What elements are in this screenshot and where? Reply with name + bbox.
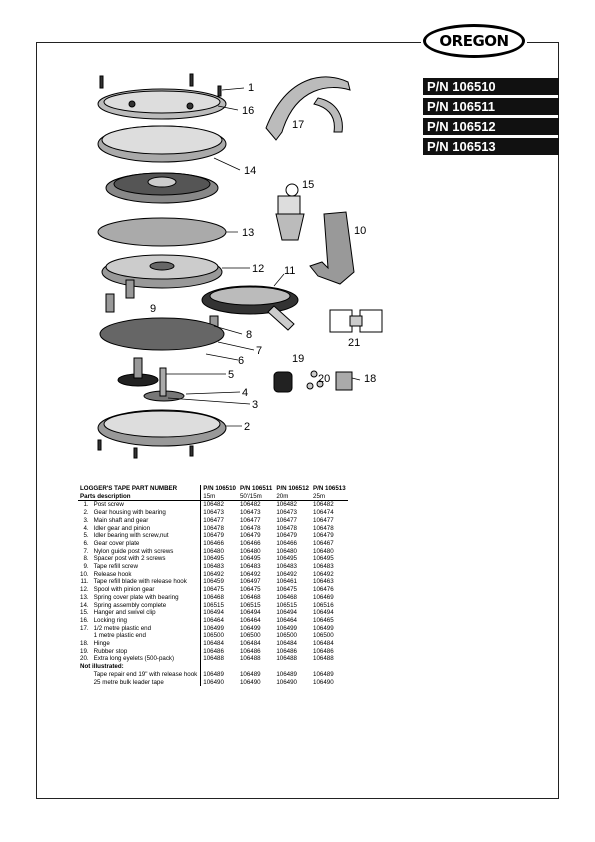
part-code: 106479 xyxy=(276,532,297,540)
part-code: 106490 xyxy=(276,678,297,686)
callout-label: 5 xyxy=(228,369,235,381)
table-row xyxy=(78,571,348,579)
callout-label: 18 xyxy=(364,373,377,385)
part-code: 106486 xyxy=(313,647,334,655)
callout-label: 21 xyxy=(348,337,361,349)
part-code: 106484 xyxy=(203,640,224,648)
part-number-index xyxy=(78,679,92,687)
part-description: Idler bearing with screw,nut xyxy=(92,532,201,540)
part-code: 106492 xyxy=(276,570,297,578)
part-code: 106486 xyxy=(203,647,224,655)
part-number-index xyxy=(78,632,92,640)
col-length-header: 15m xyxy=(201,493,238,501)
part-code: 106484 xyxy=(313,640,334,648)
table-row xyxy=(78,640,348,648)
part-code: 106489 xyxy=(203,670,224,678)
release-hook-part xyxy=(310,212,354,284)
spring-cover-part xyxy=(98,126,226,162)
part-number-index: 10. xyxy=(80,570,89,578)
part-number-index: 1. xyxy=(83,501,89,509)
col-length-header: 25m xyxy=(311,493,348,501)
part-code: 106492 xyxy=(239,570,261,578)
callout-label: 8 xyxy=(246,329,253,341)
part-number-index: 12. xyxy=(80,586,89,594)
part-code: 106488 xyxy=(239,655,261,663)
part-code: 106494 xyxy=(239,609,261,617)
empty-cell xyxy=(274,663,311,671)
part-code: 106468 xyxy=(239,593,261,601)
gear-cover-plate-part xyxy=(100,318,224,350)
part-code: 106483 xyxy=(203,563,224,571)
rubber-stop-part xyxy=(274,372,292,392)
part-code: 106488 xyxy=(276,655,297,663)
part-number-index: 15. xyxy=(80,609,89,617)
part-number-index: 18. xyxy=(80,640,89,648)
part-code: 106468 xyxy=(276,593,297,601)
callout-label: 10 xyxy=(354,225,367,237)
callout-label: 6 xyxy=(238,355,245,367)
part-description: Tape refill blade with release hook xyxy=(92,578,201,586)
parts-table-container xyxy=(78,485,346,686)
part-code: 106478 xyxy=(276,524,297,532)
part-code: 106469 xyxy=(313,593,334,601)
part-description: Spacer post with 2 screws xyxy=(92,555,201,563)
part-code: 106490 xyxy=(239,678,261,686)
part-code: 106478 xyxy=(313,524,334,532)
table-row xyxy=(78,578,348,586)
part-description: 1/2 metre plastic end xyxy=(92,625,201,633)
part-number-index: 19. xyxy=(80,647,89,655)
part-code: 106477 xyxy=(203,516,224,524)
part-code: 106515 xyxy=(276,601,297,609)
part-code: 106500 xyxy=(203,632,224,640)
part-description: Spring assembly complete xyxy=(92,602,201,610)
col-pn-header: P/N 106512 xyxy=(276,485,309,492)
part-code: 106495 xyxy=(276,555,297,563)
table-row xyxy=(78,602,348,610)
part-code: 106475 xyxy=(203,586,224,594)
part-code: 106495 xyxy=(239,555,261,563)
table-title: LOGGER'S TAPE PART NUMBER xyxy=(78,485,201,493)
part-code: 106489 xyxy=(239,670,261,678)
part-code: 106478 xyxy=(239,524,261,532)
table-row xyxy=(78,540,348,548)
part-code: 106500 xyxy=(276,632,297,640)
part-code: 106477 xyxy=(276,516,297,524)
part-code: 106499 xyxy=(203,624,224,632)
part-code: 106478 xyxy=(203,524,224,532)
part-code: 106482 xyxy=(239,501,261,509)
col-pn-header: P/N 106511 xyxy=(239,485,273,492)
part-code: 106488 xyxy=(203,655,224,663)
hanger-clip-part xyxy=(276,184,304,240)
part-description: Spool with pinion gear xyxy=(92,586,201,594)
part-code: 106499 xyxy=(276,624,297,632)
table-row xyxy=(78,532,348,540)
part-number-index: 2. xyxy=(83,509,89,517)
part-code: 106476 xyxy=(313,586,334,594)
part-code: 106515 xyxy=(203,601,224,609)
part-code: 106459 xyxy=(203,578,224,586)
part-code: 106488 xyxy=(313,655,334,663)
empty-cell xyxy=(201,663,238,671)
parts-table-body xyxy=(78,501,348,686)
part-code: 106473 xyxy=(239,509,261,517)
callout-label: 12 xyxy=(252,263,265,275)
eyelet-clip-part xyxy=(330,310,382,332)
callout-label: 4 xyxy=(242,387,249,399)
table-row xyxy=(78,517,348,525)
part-code: 106489 xyxy=(313,670,334,678)
part-code: 106479 xyxy=(313,532,334,540)
part-number-badge: P/N 106513 xyxy=(423,138,559,155)
part-description: Post screw xyxy=(92,501,201,509)
table-row xyxy=(78,625,348,633)
table-row xyxy=(78,509,348,517)
part-code: 106516 xyxy=(313,601,334,609)
part-code: 106465 xyxy=(313,616,334,624)
part-code: 106484 xyxy=(239,640,261,648)
part-code: 106499 xyxy=(239,624,261,632)
table-row xyxy=(78,671,348,679)
empty-cell xyxy=(238,663,274,671)
part-code: 106482 xyxy=(203,501,224,509)
part-number-list xyxy=(423,78,559,158)
locking-ring-part xyxy=(98,74,226,119)
table-row xyxy=(78,594,348,602)
part-description: Release hook xyxy=(92,571,201,579)
part-number-index: 9. xyxy=(83,563,89,571)
part-description: Gear housing with bearing xyxy=(92,509,201,517)
col-pn-header: P/N 106513 xyxy=(313,485,346,492)
part-code: 106480 xyxy=(276,547,297,555)
part-code: 106489 xyxy=(276,670,297,678)
part-number-index: 14. xyxy=(80,601,89,609)
part-code: 106473 xyxy=(203,509,224,517)
part-number-index: 6. xyxy=(83,539,89,547)
part-code: 106475 xyxy=(276,586,297,594)
part-number-index: 11. xyxy=(80,578,89,586)
col-length-header: 50'/15m xyxy=(238,493,274,501)
table-row xyxy=(78,617,348,625)
part-description: Idler gear and pinion xyxy=(92,525,201,533)
part-code: 106466 xyxy=(203,539,224,547)
part-code: 106473 xyxy=(276,509,297,517)
part-number-index xyxy=(78,671,92,679)
part-description: Extra long eyelets (500-pack) xyxy=(92,655,201,663)
part-description: Hinge xyxy=(92,640,201,648)
spring-plate-part xyxy=(98,218,226,246)
table-row xyxy=(78,655,348,663)
gear-housing-part xyxy=(98,410,226,458)
part-code: 106461 xyxy=(276,578,297,586)
callout-label: 2 xyxy=(244,421,251,433)
not-illustrated-label: Not illustrated: xyxy=(78,663,201,671)
parts-table xyxy=(78,485,348,686)
part-code: 106483 xyxy=(313,563,334,571)
part-number-badge: P/N 106511 xyxy=(423,98,559,115)
callout-label: 3 xyxy=(252,399,259,411)
part-code: 106482 xyxy=(313,501,334,509)
part-code: 106479 xyxy=(203,532,224,540)
part-description: Tape repair end 19" with release hook xyxy=(92,671,201,679)
part-code: 106515 xyxy=(239,601,261,609)
part-code: 106483 xyxy=(276,563,297,571)
callout-label: 20 xyxy=(318,373,331,385)
part-code: 106494 xyxy=(276,609,297,617)
part-code: 106464 xyxy=(239,616,261,624)
part-code: 106486 xyxy=(276,647,297,655)
part-code: 106464 xyxy=(276,616,297,624)
empty-cell xyxy=(311,663,348,671)
part-number-index: 3. xyxy=(83,516,89,524)
part-description: Tape refill screw xyxy=(92,563,201,571)
part-code: 106490 xyxy=(203,678,224,686)
part-code: 106492 xyxy=(313,570,334,578)
callout-label: 1 xyxy=(248,82,255,94)
part-number-index: 7. xyxy=(83,547,89,555)
callout-label: 7 xyxy=(256,345,263,357)
part-code: 106494 xyxy=(313,609,334,617)
table-row xyxy=(78,632,348,640)
table-row xyxy=(78,679,348,687)
part-code: 106474 xyxy=(313,509,334,517)
part-code: 106480 xyxy=(239,547,261,555)
part-number-index: 5. xyxy=(83,532,89,540)
callout-label: 19 xyxy=(292,353,305,365)
callout-label: 13 xyxy=(242,227,255,239)
table-row xyxy=(78,563,348,571)
part-code: 106477 xyxy=(313,516,334,524)
part-code: 106495 xyxy=(313,555,334,563)
oregon-logo xyxy=(421,24,527,58)
part-description: Rubber stop xyxy=(92,648,201,656)
part-number-index: 4. xyxy=(83,524,89,532)
part-code: 106486 xyxy=(239,647,261,655)
part-code: 106495 xyxy=(203,555,224,563)
part-code: 106480 xyxy=(313,547,334,555)
part-code: 106475 xyxy=(239,586,261,594)
callout-label: 9 xyxy=(150,303,157,315)
callout-label: 14 xyxy=(244,165,257,177)
part-code: 106479 xyxy=(239,532,261,540)
part-number-index: 8. xyxy=(83,555,89,563)
spool-part xyxy=(102,255,222,288)
part-code: 106500 xyxy=(313,632,334,640)
exploded-parts-diagram xyxy=(78,62,418,462)
part-code: 106466 xyxy=(276,539,297,547)
table-row xyxy=(78,525,348,533)
part-description: Spring cover plate with bearing xyxy=(92,594,201,602)
part-description: Main shaft and gear xyxy=(92,517,201,525)
part-code: 106482 xyxy=(276,501,297,509)
table-row xyxy=(78,586,348,594)
part-description: Nylon guide post with screws xyxy=(92,548,201,556)
part-description: Gear cover plate xyxy=(92,540,201,548)
callout-label: 17 xyxy=(292,119,305,131)
part-code: 106494 xyxy=(203,609,224,617)
part-number-badge: P/N 106512 xyxy=(423,118,559,135)
part-code: 106464 xyxy=(203,616,224,624)
part-code: 106467 xyxy=(313,539,334,547)
spring-coil-part xyxy=(106,173,218,203)
callout-label: 11 xyxy=(284,265,296,277)
not-illustrated-row xyxy=(78,663,348,671)
part-code: 106484 xyxy=(276,640,297,648)
part-code: 106492 xyxy=(203,570,224,578)
part-code: 106499 xyxy=(313,624,334,632)
table-row xyxy=(78,648,348,656)
part-number-index: 20. xyxy=(80,655,89,663)
part-description: 1 metre plastic end xyxy=(92,632,201,640)
part-code: 106483 xyxy=(239,563,261,571)
part-code: 106463 xyxy=(313,578,334,586)
part-code: 106500 xyxy=(239,632,261,640)
brand-name: OREGON xyxy=(439,32,509,50)
part-code: 106477 xyxy=(239,516,261,524)
part-number-index: 13. xyxy=(80,593,89,601)
callout-label: 16 xyxy=(242,105,255,117)
part-number-index: 17. xyxy=(80,624,89,632)
table-subtitle: Parts description xyxy=(78,493,201,501)
callout-label: 15 xyxy=(302,179,315,191)
part-number-index: 16. xyxy=(80,616,89,624)
part-number-badge: P/N 106510 xyxy=(423,78,559,95)
table-row xyxy=(78,555,348,563)
col-length-header: 20m xyxy=(274,493,311,501)
part-code: 106466 xyxy=(239,539,261,547)
part-description: Hanger and swivel clip xyxy=(92,609,201,617)
hinge-part xyxy=(336,372,352,390)
table-row xyxy=(78,609,348,617)
part-code: 106468 xyxy=(203,593,224,601)
part-code: 106480 xyxy=(203,547,224,555)
table-row xyxy=(78,501,348,509)
part-code: 106497 xyxy=(239,578,261,586)
part-code: 106490 xyxy=(313,678,334,686)
table-row xyxy=(78,548,348,556)
col-pn-header: P/N 106510 xyxy=(203,485,236,492)
part-description: Locking ring xyxy=(92,617,201,625)
logo-oval xyxy=(423,24,525,58)
part-description: 25 metre bulk leader tape xyxy=(92,679,201,687)
